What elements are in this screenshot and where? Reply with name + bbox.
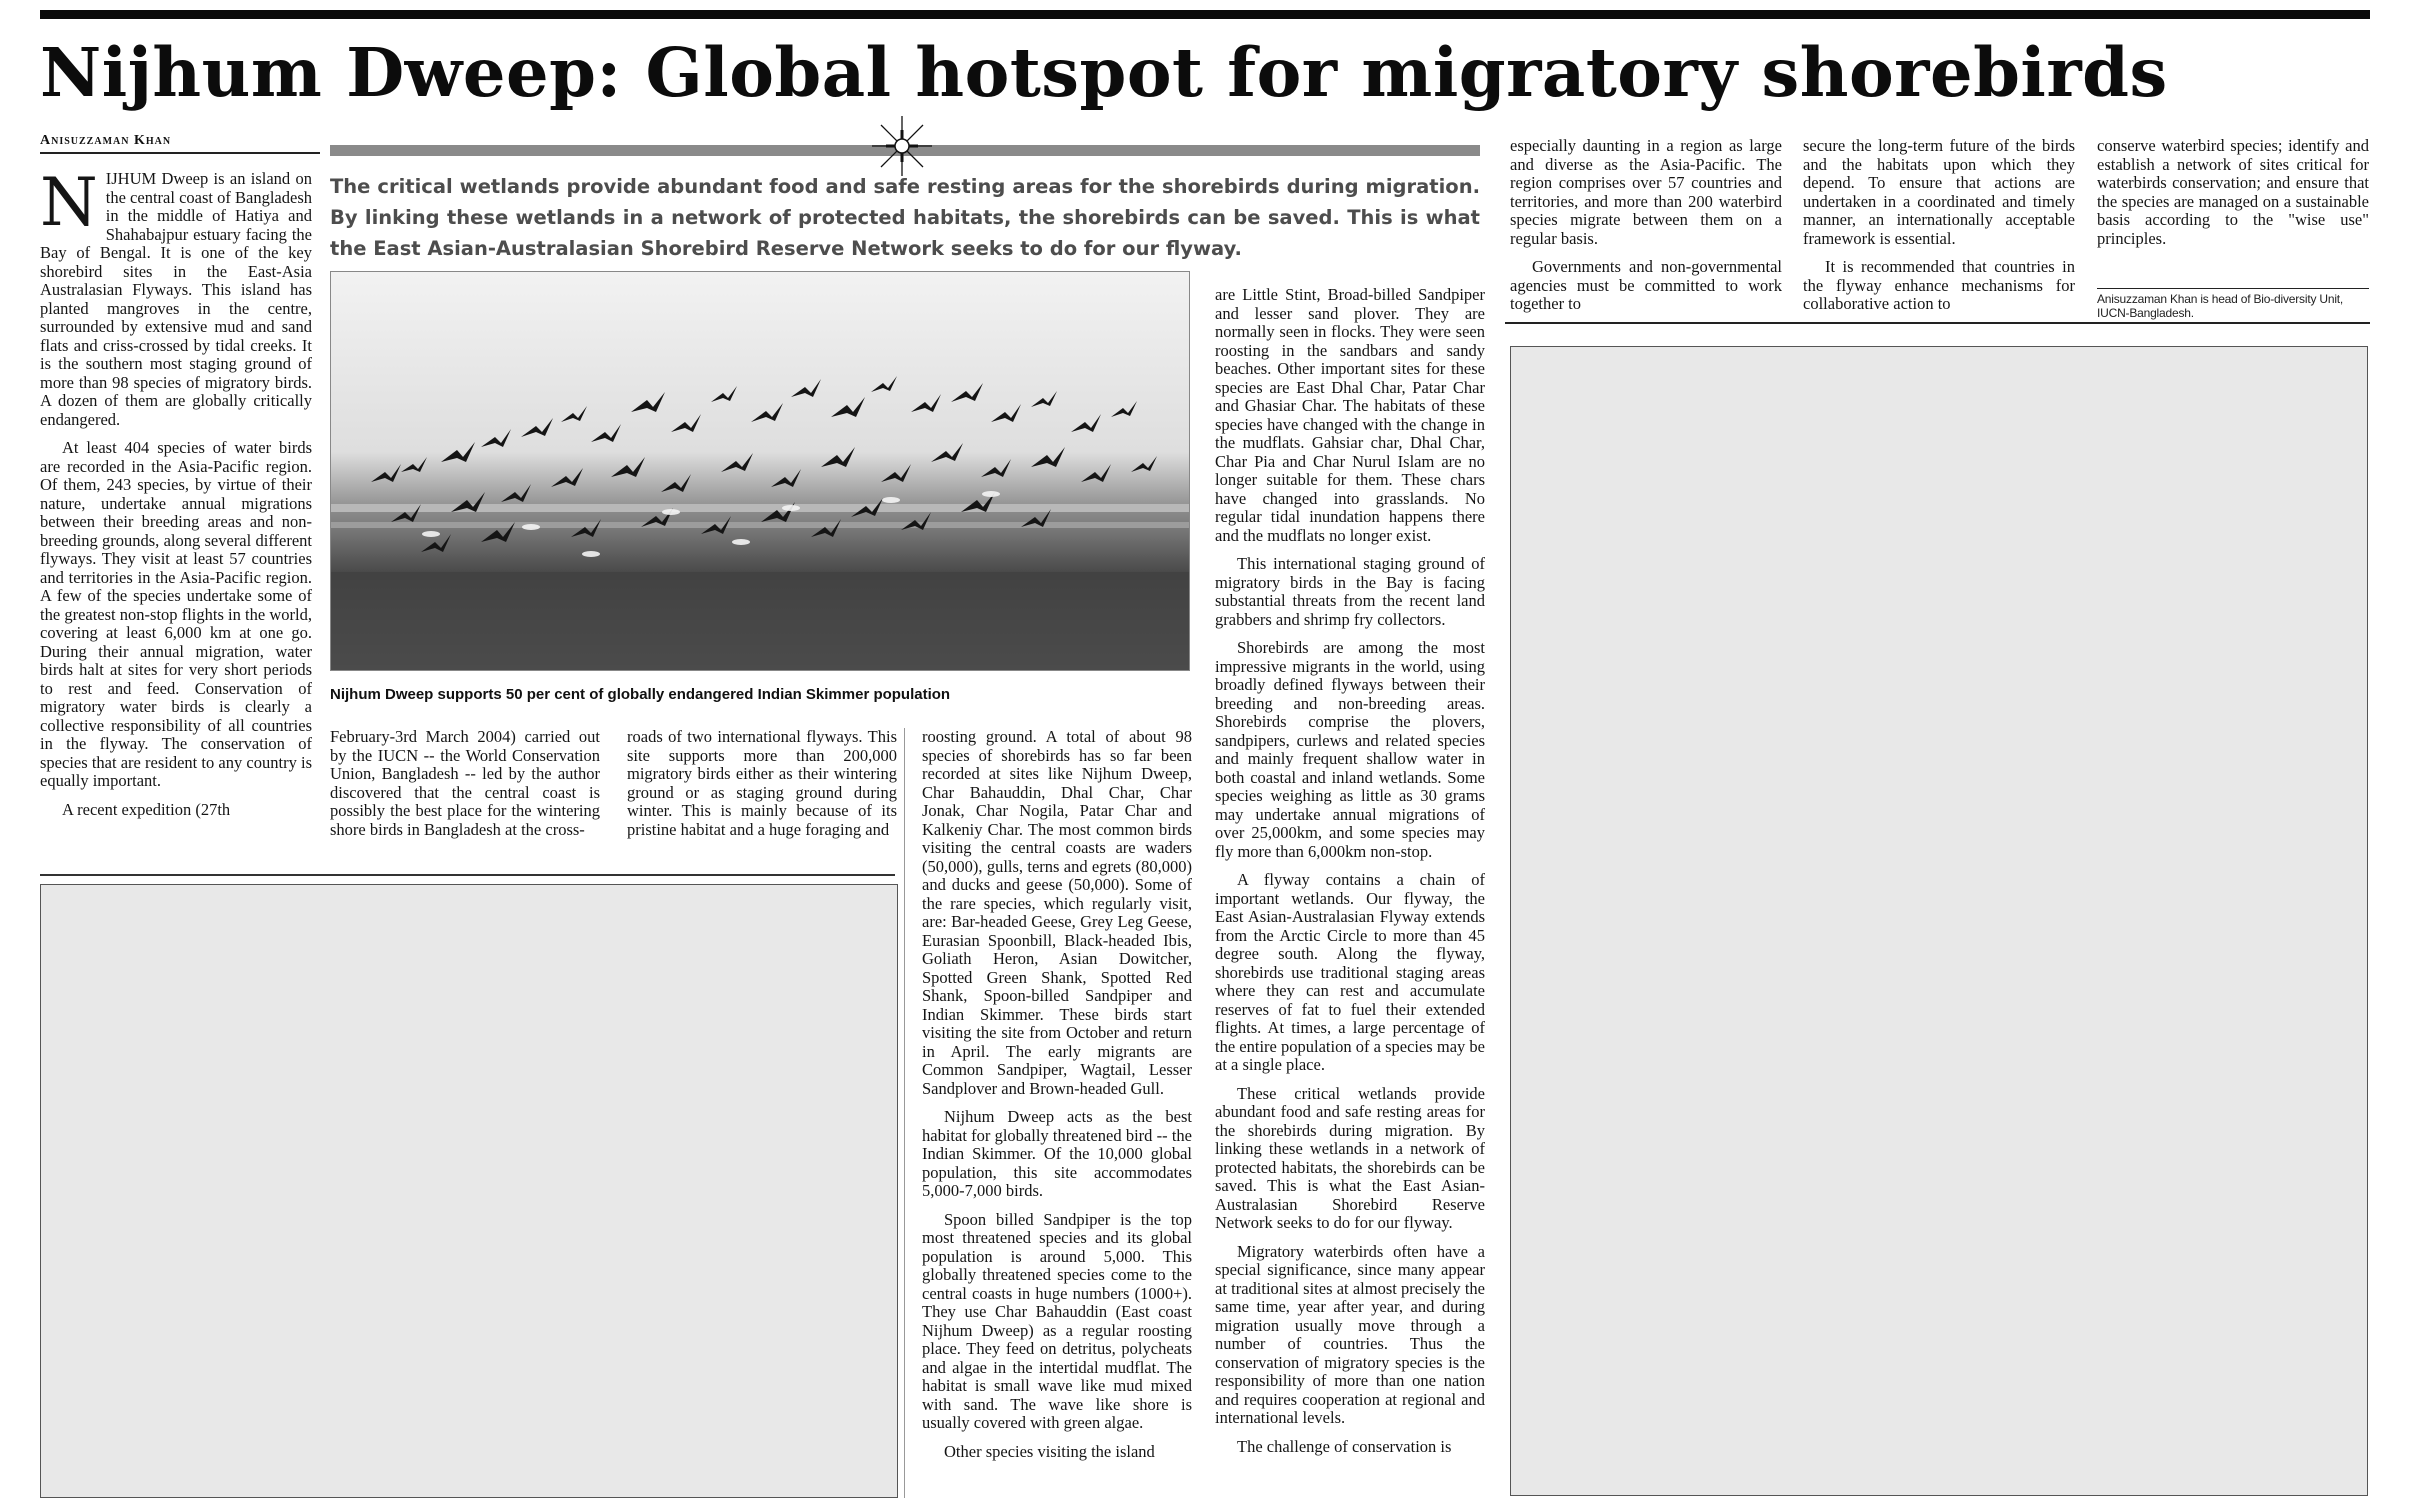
photo-caption: Nijhum Dweep supports 50 per cent of globally endangered Indian Skimmer population [330,686,951,703]
advertisement-box [40,884,898,1498]
paragraph: A recent expedition (27th [62,799,231,819]
column-divider [904,728,905,1498]
paragraph: secure the long-term future of the birds and the habitats upon which they depend. To ensure that actions are undertaken in a coordinated and timely manner, an internationally acceptable framework is essential. [1803,136,2075,248]
section-rule [40,874,895,876]
paragraph: Migratory waterbirds often have a special significance, since many appear at traditional sites at almost precisely the same time, year after year, and during migration usually move through a number of countries. Thus the conservation of migratory species is the responsibility of more than one nation and requires cooperation at regional and international levels. [1215,1241,1485,1427]
bio-rule [2097,288,2369,289]
article-column-4 [922,728,1192,1461]
article-column-7 [1803,137,2075,314]
photo-indian-skimmers [330,271,1190,671]
deck: The critical wetlands provide abundant food and safe resting areas for the shorebirds during migration. By linking these wetlands in a network of protected habitats, the shorebirds can be saved. This is what the East Asian-Australasian Shorebird Reserve Network seeks to do for our flyway. [330,175,1480,260]
paragraph: conserve waterbird species; identify and establish a network of sites critical for waterbirds conservation; and ensure that the species are managed on a sustainable basis according to the "wise use" principles. [2097,136,2369,248]
article-column-2 [330,728,600,849]
paragraph: Shorebirds are among the most impressive migrants in the world, using broadly defined flyways between their breeding and non-breeding areas. Shorebirds comprise the plovers, sandpipers, curlews and related species and mainly frequent shallow water in both coastal and inland wetlands. Some species weighing as little as 30 grams may undertake annual migrations of over 25,000km, and some species may fly more than 6,000km non-stop. [1215,638,1485,861]
article-column-6 [1510,137,1782,314]
advertisement-box [1510,346,2368,1496]
paragraph: At least 404 species of water birds are recorded in the Asia-Pacific region. Of them, 243 species, by virtue of their nature, undertake annual migrations between their breeding areas and non-breeding grounds, along several different flyways. They visit at least 57 countries and territories in the Asia-Pacific region. A few of the species undertake some of the greatest non-stop flights in the world, covering at least 6,000 km at one go. During their annual migration, water birds halt at sites for very short periods to rest and feed. Conservation of migratory water birds is clearly a collective responsibility of all countries in the flyway. The conservation of species that are resident to any country is equally important. [40,438,312,790]
drop-cap: N [40,164,98,241]
paragraph: Nijhum Dweep acts as the best habitat for globally threatened bird -- the Indian Skimmer. Of the 10,000 global population, this site accommodates 5,000-7,000 birds. [922,1107,1192,1200]
article-column-1 [40,164,312,819]
paragraph: A flyway contains a chain of important wetlands. Our flyway, the East Asian-Australasian Flyway extends from the Arctic Circle to more than 45 degree south. Along the flyway, shorebirds use traditional staging areas where they can rest and accumulate reserves of fat to fuel their extended flights. At times, a large percentage of the entire population of a species may be at a single place. [1215,870,1485,1074]
paragraph: February-3rd March 2004) carried out by the IUCN -- the World Conservation Union, Bangladesh -- led by the author discovered that the central coast is possibly the best place for the wintering shore birds in Bangladesh at the cross- [330,727,600,839]
paragraph: roads of two international flyways. This site supports more than 200,000 migratory birds either as their wintering ground or as staging ground during winter. This is mainly because of its pristine habitat and a huge foraging and [627,727,897,839]
section-rule [1505,322,2370,324]
headline: Nijhum Dweep: Global hotspot for migratory shorebirds [40,33,2168,112]
paragraph: roosting ground. A total of about 98 species of shorebirds has so far been recorded at sites like Nijhum Dweep, Char Bahauddin, Dhal Char, Char Jonak, Char Nogila, Patar Char and Kalkeniy Char. The most common birds visiting the central coasts are waders (50,000), gulls, terns and egrets (80,000) and ducks and geese (50,000). Some of the rare species, which regularly visit, are: Bar-headed Geese, Grey Leg Geese, Eurasian Spoonbill, Black-headed Ibis, Goliath Heron, Asian Dowitcher, Spotted Green Shank, Spotted Red Shank, Spoon-billed Sandpiper and Indian Skimmer. These birds start visiting the site from October and return in April. The early migrants are Common Sandpiper, Wagtail, Lesser Sandplover and Brown-headed Gull. [922,727,1192,1098]
article-column-3 [627,728,897,849]
photo-image [331,272,1190,671]
author-bio: Anisuzzaman Khan is head of Bio-diversity Unit, IUCN-Bangladesh. [2097,292,2344,320]
byline: Anisuzzaman Khan [40,133,320,154]
lead-paragraph: NIJHUM Dweep is an island on the central coast of Bangladesh in the middle of Hatiya and Shahabajpur estuary facing the Bay of Bengal. It is one of the key shorebird sites in the East-Asia Australasian Flyways. This island has planted mangroves in the centre, surrounded by extensive mud and sand flats and criss-crossed by tidal creeks. It is the southern most staging ground of more than 98 species of migratory birds. A dozen of them are globally critically endangered. [40,164,312,429]
paragraph: Governments and non-governmental agencies must be committed to work together to [1510,257,1782,313]
paragraph: are Little Stint, Broad-billed Sandpiper and lesser sand plover. They are normally seen in flocks. They were seen roosting in the sandbars and sandy beaches. Other important sites for these species are East Dhal Char, Patar Char and Ghasiar Char. The habitats of these species have changed with the change in the mudflats. Gahsiar char, Dhal Char, Char Pia and Char Nurul Islam are no longer suitable for them. These chars have changed into grasslands. No regular tidal inundation happens there and the mudflats no longer exist. [1215,285,1485,545]
paragraph: Other species visiting the island [944,1441,1155,1461]
article-column-5 [1215,286,1485,1456]
paragraph: especially daunting in a region as large and diverse as the Asia-Pacific. The region comprises over 57 countries and territories, and more than 200 waterbird species migrate between them on a regular basis. [1510,136,1782,248]
starburst-ornament [872,116,932,176]
article-column-8 [2097,137,2369,258]
paragraph: This international staging ground of migratory birds in the Bay is facing substantial threats from the recent land grabbers and shrimp fry collectors. [1215,554,1485,629]
top-rule [40,10,2370,19]
paragraph: Spoon billed Sandpiper is the top most threatened species and its global population is around 5,000. This globally threatened species come to the central coasts in huge numbers (1000+). They use Char Bahauddin (East coast Nijhum Dweep) as a regular roosting place. They feed on detritus, polycheats and algae in the intertidal mudflat. The habitat is small wave like mud mixed with sand. The wave like shore is usually covered with green algae. [922,1209,1192,1432]
paragraph: These critical wetlands provide abundant food and safe resting areas for the shorebirds during migration. By linking these wetlands in a network of protected habitats, the shorebirds can be saved. This is what the East Asian-Australasian Shorebird Reserve Network seeks to do for our flyway. [1215,1083,1485,1232]
paragraph: The challenge of conservation is [1237,1436,1452,1456]
paragraph: It is recommended that countries in the flyway enhance mechanisms for collaborative action to [1803,257,2075,313]
